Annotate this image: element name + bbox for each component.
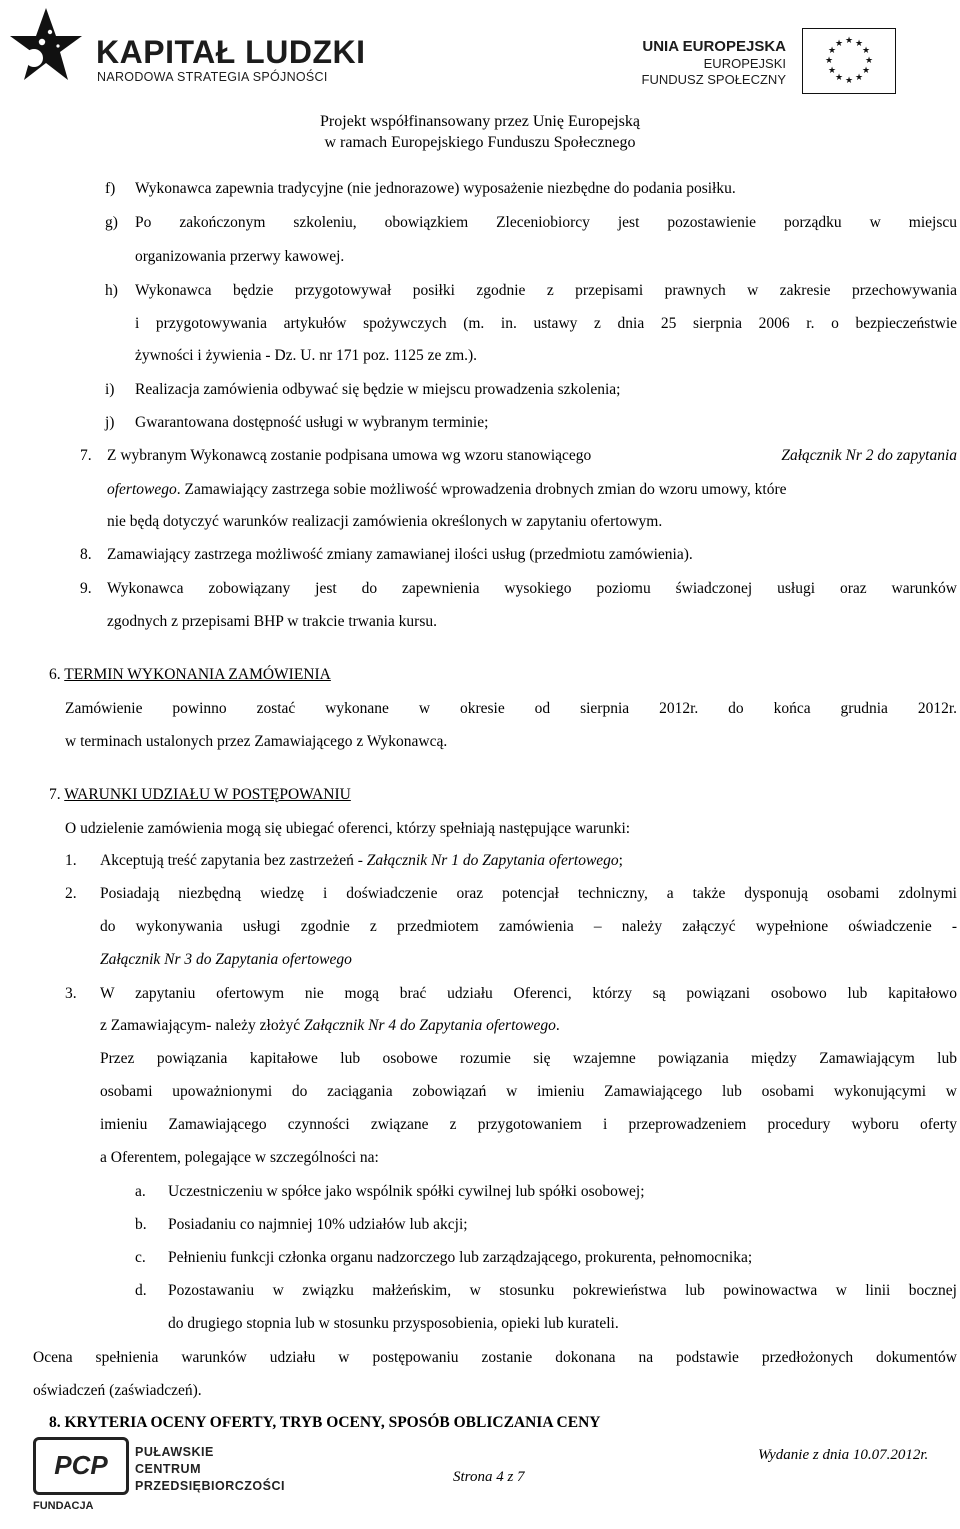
condition-3-paragraph-2: osobami upoważnionymi do zaciągania zobowiązań w imieniu Zamawiającego lub osobami wykonującymi w: [100, 1083, 957, 1100]
point-8-text: Zamawiający zastrzega możliwość zmiany zamawianej ilości usług (przedmiotu zamówienia).: [107, 546, 693, 563]
list-b-label: b.: [135, 1216, 147, 1233]
item-f-text: Wykonawca zapewnia tradycyjne (nie jednorazowe) wyposażenie niezbędne do podania posiłku.: [135, 180, 736, 197]
item-i-label: i): [105, 381, 115, 398]
item-j-label: j): [105, 414, 115, 431]
point-7-text-2a: ofertowego: [107, 481, 177, 498]
item-h-text-2: i przygotowywania artykułów spożywczych (m. in. ustawy z dnia 25 sierpnia 2006 r. o bezpieczeństwie: [135, 315, 957, 332]
list-d-text-1: Pozostawaniu w związku małżeńskim, w stosunku pokrewieństwa lub powinowactwa w linii bocznej: [168, 1282, 957, 1299]
condition-1-text-c: ;: [618, 852, 623, 869]
condition-3-text-2: [100, 1016, 560, 1036]
condition-2-text-2: do wykonywania usługi zgodnie z przedmiotem zamówienia – należy załączyć wypełnione oświadczenie -: [100, 918, 957, 935]
condition-2-attachment-3: Załącznik Nr 3 do Zapytania ofertowego: [100, 951, 352, 968]
item-g-text-1: Po zakończonym szkoleniu, obowiązkiem Zleceniobiorcy jest pozostawienie porządku w miejscu: [135, 214, 957, 231]
item-f-label: f): [105, 180, 116, 197]
svg-text:★: ★: [844, 76, 854, 86]
point-7-attachment-2: Załącznik Nr 2 do zapytania: [781, 447, 957, 464]
section-6-text-1: Zamówienie powinno zostać wykonane w okresie od sierpnia 2012r. do końca grudnia 2012r.: [65, 700, 957, 717]
condition-1-text-a: Akceptują treść zapytania bez zastrzeżeń -: [100, 852, 367, 869]
section-6-number: 6.: [49, 666, 61, 683]
condition-1-text: [100, 851, 623, 871]
section-7-intro: O udzielenie zamówienia mogą się ubiegać oferenci, którzy spełniają następujące warunki:: [65, 820, 631, 837]
section-8-title: KRYTERIA OCENY OFERTY, TRYB OCENY, SPOSÓB OBLICZANIA CENY: [64, 1414, 601, 1431]
eu-flag-icon: [802, 28, 896, 94]
item-h-label: h): [105, 282, 118, 299]
list-c-text: Pełnieniu funkcji członka organu nadzorczego lub zarządzającego, prokurenta, pełnomocnika;: [168, 1249, 753, 1266]
point-7-text-3: nie będą dotyczyć warunków realizacji zamówienia określonych w zapytaniu ofertowym.: [107, 513, 663, 530]
kapital-ludzki-star-icon: [4, 6, 82, 82]
item-h-text-1: Wykonawca będzie przygotowywał posiłki zgodnie z przepisami prawnych w zakresie przechowywania: [135, 282, 957, 299]
section-6-text-2: w terminach ustalonych przez Zamawiającego z Wykonawcą.: [65, 733, 448, 750]
point-9-text-1: Wykonawca zobowiązany jest do zapewnienia wysokiego poziomu świadczonej usługi oraz warunków: [107, 580, 957, 597]
svg-text:★: ★: [864, 56, 874, 66]
condition-3-attachment-4: Załącznik Nr 4 do Zapytania ofertowego: [303, 1017, 556, 1034]
svg-text:★: ★: [861, 66, 871, 76]
point-7-text-1a: Z wybranym Wykonawcą zostanie podpisana umowa wg wzoru stanowiącego: [107, 447, 592, 464]
project-line-1: Projekt współfinansowany przez Unię Europejską: [320, 113, 640, 130]
evaluation-text-1: Ocena spełnienia warunków udziału w postępowaniu zostanie dokonana na podstawie przedłożonych dokumentów: [33, 1349, 957, 1366]
condition-3-text-2c: .: [555, 1017, 560, 1034]
condition-3-text-1: W zapytaniu ofertowym nie mogą brać udziału Oferenci, którzy są powiązani osobowo lub kapitałowo: [100, 985, 957, 1002]
point-8-label: 8.: [80, 546, 92, 563]
svg-text:★: ★: [861, 46, 871, 56]
condition-2-label: 2.: [65, 885, 77, 902]
pcp-fundacja: FUNDACJA: [33, 1500, 94, 1512]
svg-text:★: ★: [824, 56, 834, 66]
list-a-label: a.: [135, 1183, 146, 1200]
item-g-text-2: organizowania przerwy kawowej.: [135, 248, 345, 265]
condition-1-label: 1.: [65, 852, 77, 869]
list-d-text-2: do drugiego stopnia lub w stosunku przysposobienia, opieki lub kurateli.: [168, 1315, 619, 1332]
page-number: Strona 4 z 7: [453, 1469, 525, 1485]
point-9-text-2: zgodnych z przepisami BHP w trakcie trwania kursu.: [107, 613, 437, 630]
condition-3-label: 3.: [65, 985, 77, 1002]
edition-date: Wydanie z dnia 10.07.2012r.: [758, 1447, 929, 1463]
section-6-heading: [49, 665, 331, 685]
condition-2-text-1: Posiadają niezbędną wiedzę i doświadczenie oraz potencjał techniczny, a także dysponują osobami zdolnymi: [100, 885, 957, 902]
svg-text:★: ★: [854, 73, 864, 83]
svg-text:★: ★: [834, 73, 844, 83]
point-7-label: 7.: [80, 447, 92, 464]
section-7-title: WARUNKI UDZIAŁU W POSTĘPOWANIU: [64, 786, 351, 803]
section-7-number: 7.: [49, 786, 61, 803]
svg-text:★: ★: [827, 46, 837, 56]
item-g-label: g): [105, 214, 118, 231]
svg-text:★: ★: [827, 66, 837, 76]
svg-text:★: ★: [844, 36, 854, 46]
kapital-ludzki-title: KAPITAŁ LUDZKI: [96, 34, 366, 70]
pcp-name-line-1: PUŁAWSKIE: [135, 1445, 214, 1459]
item-i-text: Realizacja zamówienia odbywać się będzie w miejscu prowadzenia szkolenia;: [135, 381, 621, 398]
eu-line-1: UNIA EUROPEJSKA: [642, 38, 786, 55]
eu-line-2: EUROPEJSKI: [703, 56, 786, 71]
list-b-text: Posiadaniu co najmniej 10% udziałów lub akcji;: [168, 1216, 468, 1233]
item-h-text-3: żywności i żywienia - Dz. U. nr 171 poz. 1125 ze zm.).: [135, 347, 478, 364]
condition-3-paragraph-3: imieniu Zamawiającego czynności związane z przygotowaniem i przeprowadzeniem procedury wyboru oferty: [100, 1116, 957, 1133]
point-7-text-2b: . Zamawiający zastrzega sobie możliwość wprowadzenia drobnych zmian do wzoru umowy, które: [176, 481, 787, 498]
pcp-name: [135, 1444, 285, 1495]
pcp-emblem-text: PCP: [54, 1450, 108, 1480]
condition-3-text-2a: z Zamawiającym- należy złożyć: [100, 1017, 304, 1034]
kapital-ludzki-subtitle: NARODOWA STRATEGIA SPÓJNOŚCI: [97, 70, 328, 84]
point-9-label: 9.: [80, 580, 92, 597]
svg-text:★: ★: [834, 39, 844, 49]
pcp-name-line-3: PRZEDSIĘBIORCZOŚCI: [135, 1479, 285, 1493]
point-7-line-2: [107, 480, 787, 500]
project-line-2: w ramach Europejskiego Funduszu Społecznego: [324, 134, 636, 151]
list-c-label: c.: [135, 1249, 146, 1266]
condition-1-attachment-1: Załącznik Nr 1 do Zapytania ofertowego: [366, 852, 619, 869]
section-8-number: 8.: [49, 1414, 61, 1431]
pcp-emblem-icon: [33, 1437, 129, 1495]
section-6-title: TERMIN WYKONANIA ZAMÓWIENIA: [64, 666, 331, 683]
list-a-text: Uczestniczeniu w spółce jako wspólnik spółki cywilnej lub spółki osobowej;: [168, 1183, 645, 1200]
eu-line-3: FUNDUSZ SPOŁECZNY: [641, 72, 786, 87]
section-7-heading: [49, 785, 351, 805]
svg-text:★: ★: [854, 39, 864, 49]
pcp-name-line-2: CENTRUM: [135, 1462, 201, 1476]
list-d-label: d.: [135, 1282, 147, 1299]
condition-3-paragraph-4: a Oferentem, polegające w szczególności na:: [100, 1149, 379, 1166]
section-8-heading: [49, 1413, 600, 1433]
condition-3-paragraph-1: Przez powiązania kapitałowe lub osobowe rozumie się wzajemne powiązania między Zamawiającym lub: [100, 1050, 957, 1067]
item-j-text: Gwarantowana dostępność usługi w wybranym terminie;: [135, 414, 489, 431]
eu-stars-icon: [803, 29, 895, 93]
point-7-line-1: [107, 446, 957, 466]
evaluation-text-2: oświadczeń (zaświadczeń).: [33, 1382, 202, 1399]
